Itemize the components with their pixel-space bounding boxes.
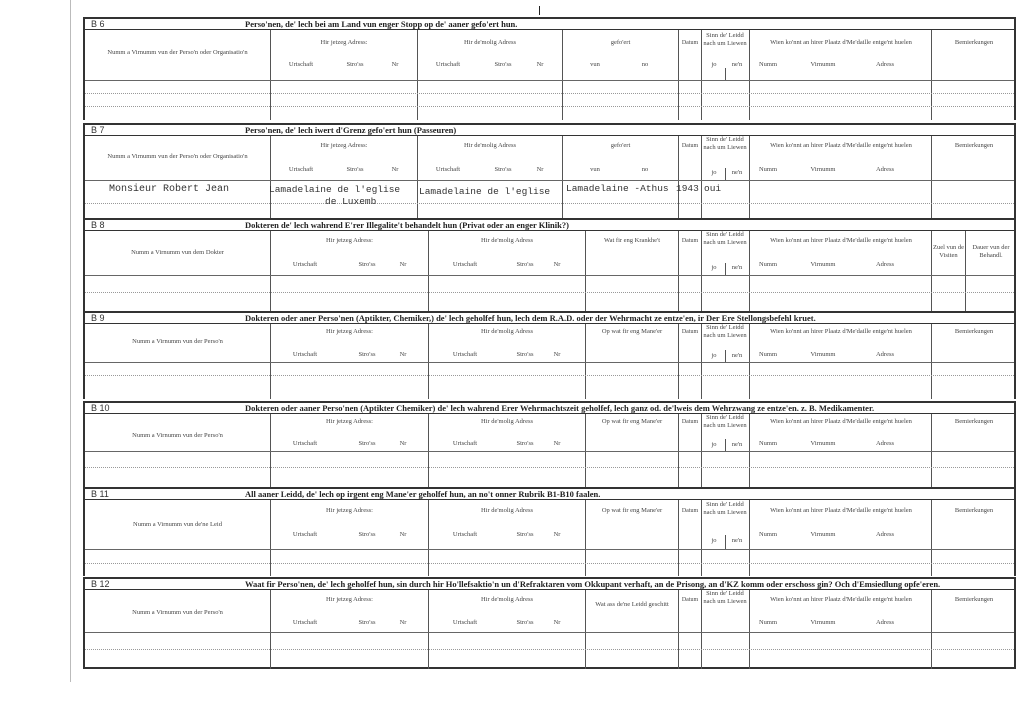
numm-label: Numm (758, 261, 778, 268)
nr-label: Nr (553, 261, 561, 268)
code-label: B 11 (91, 489, 109, 499)
col-addr-then: Hir de'molig Adress (463, 39, 517, 46)
addr-then-label: Hir de'molig Adress (480, 418, 534, 425)
code-label: B 10 (91, 403, 110, 413)
title-label: Perso'nen, de' lech iwert d'Grenz gefo'ert hun (Passeuren) (245, 125, 457, 135)
stross-label: Stro'ss (358, 351, 376, 358)
addr-now-label: Hir jetzeg Adress: (320, 142, 368, 149)
alive-label: Sinn de' Leidd nach um Liewen (703, 590, 747, 605)
datum-label: Datum (681, 597, 699, 603)
adress-label: Adress (875, 61, 895, 68)
bemierk-label: Bemierkungen (954, 507, 994, 514)
medal-label: Wien ko'nnt an hirer Plaatz d'Me'daille entge'nt huelen (770, 142, 912, 149)
section-b6 (83, 17, 1016, 120)
col-leidd-geschitt: Wat ass de'ne Leidd geschitt (595, 601, 669, 608)
adress-label: Adress (875, 261, 895, 268)
ortschaft-label: Urtschaft (292, 351, 318, 358)
bemierk-label: Bemierkungen (954, 142, 994, 149)
nr-label: Nr (399, 440, 407, 447)
addr-now-label: Hir jetzeg Adress: (326, 418, 373, 425)
col-addr-now: Hir jetzeg Adress: (320, 39, 368, 46)
table-rule (965, 231, 966, 311)
stross-label: Stro'ss (516, 619, 534, 626)
stross-label: Stro'ss (494, 61, 512, 68)
stross-label: Stro'ss (494, 166, 512, 173)
nen-label: ne'n (731, 352, 743, 359)
table-rule (85, 362, 1014, 363)
addr-now-label: Hir jetzeg Adress: (326, 596, 373, 603)
medal-label: Wien ko'nnt an hirer Plaatz d'Me'daille entge'nt huelen (770, 328, 912, 335)
table-rule (725, 350, 726, 362)
addr-now-label: Hir jetzeg Adress: (326, 328, 373, 335)
stross-label: Stro'ss (358, 531, 376, 538)
nr-label: Nr (399, 261, 407, 268)
table-rule (749, 590, 750, 669)
nen-label: ne'n (731, 264, 743, 271)
jo-label: jo (711, 537, 717, 544)
gefoert-label: gefo'ert (610, 142, 631, 149)
col-bemierk: Bemierkungen (954, 39, 994, 46)
col-gefoert: gefo'ert (610, 39, 631, 46)
jo-label: jo (711, 61, 717, 68)
table-rule (701, 136, 702, 218)
nen-label: ne'n (731, 61, 743, 68)
section-b9 (83, 311, 1016, 399)
table-rule (725, 68, 726, 80)
col-name: Numm a Virnumm vun der Perso'n oder Organisatio'n (107, 49, 248, 56)
table-rule (749, 136, 750, 218)
name-person-label: Numm a Virnumm vun der Perso'n (132, 609, 223, 616)
alive-label: Sinn de' Leidd nach um Liewen (703, 324, 747, 339)
col-dauer: Dauer vun der Behandl. (972, 244, 1010, 259)
table-rule (85, 292, 1014, 294)
adress-label: Adress (875, 531, 895, 538)
table-rule (749, 231, 750, 311)
code-label: B 9 (91, 313, 105, 323)
nen-label: ne'n (731, 441, 743, 448)
ortschaft-label: Urtschaft (292, 619, 318, 626)
addr-now-label: Hir jetzeg Adress: (326, 237, 373, 244)
table-rule (85, 632, 1014, 633)
nr-label: Nr (553, 351, 561, 358)
stross-label: Stro'ss (516, 261, 534, 268)
addr-then-label: Hir de'molig Adress (480, 237, 534, 244)
table-rule (85, 401, 1014, 414)
stross-label: Stro'ss (516, 351, 534, 358)
table-rule (85, 275, 1014, 276)
alive-label: Sinn de' Leidd nach um Liewen (703, 501, 747, 516)
addr-then-label: Hir de'molig Adress (480, 328, 534, 335)
no-label: no (641, 166, 649, 173)
table-rule (85, 80, 1014, 81)
virnumm-label: Virnumm (810, 619, 836, 626)
nr-label: Nr (553, 619, 561, 626)
table-rule (585, 590, 586, 669)
adress-label: Adress (875, 619, 895, 626)
table-rule (85, 311, 1014, 324)
ortschaft-label: Urtschaft (435, 61, 461, 68)
ortschaft-label: Urtschaft (452, 440, 478, 447)
table-rule (85, 563, 1014, 565)
nen-label: ne'n (731, 169, 743, 176)
ortschaft-label: Urtschaft (292, 531, 318, 538)
nr-label: Nr (536, 61, 544, 68)
title-label: Dokteren oder aaner Perso'nen (Aptikter Chemiker) de' lech wahrend Erer Wehrmachtszeit geholfef, lech ganz od. de'lweis dem Wehrzwang ze entze'en. z. B. Medikamenter. (245, 403, 875, 413)
manier-label: Op wat fir eng Mane'er (601, 507, 663, 514)
alive-label: Sinn de' Leidd nach um Liewen (703, 136, 747, 151)
table-rule (701, 231, 702, 311)
virnumm-label: Virnumm (810, 531, 836, 538)
numm-label: Numm (758, 440, 778, 447)
col-datum: Datum (681, 40, 699, 46)
stross-label: Stro'ss (346, 61, 364, 68)
stross-label: Stro'ss (358, 440, 376, 447)
entry-alive: oui (704, 183, 722, 194)
table-rule (701, 590, 702, 669)
section-b8 (83, 218, 1016, 311)
datum-label: Datum (681, 419, 699, 425)
table-rule (725, 263, 726, 275)
nr-label: Nr (399, 351, 407, 358)
table-rule (85, 180, 1014, 181)
nr-label: Nr (391, 61, 399, 68)
adress-label: Adress (875, 166, 895, 173)
col-manier: Op wat fir eng Mane'er (601, 328, 663, 335)
ortschaft-label: Urtschaft (452, 351, 478, 358)
nr-label: Nr (399, 619, 407, 626)
table-rule (725, 168, 726, 180)
ortschaft-label: Urtschaft (452, 531, 478, 538)
virnumm-label: Virnumm (810, 261, 836, 268)
jo-label: jo (711, 264, 717, 271)
numm-label: Numm (758, 61, 778, 68)
bemierk-label: Bemierkungen (954, 596, 994, 603)
section-code: B 6 (91, 19, 105, 29)
jo-label: jo (711, 169, 717, 176)
virnumm-label: Virnumm (810, 166, 836, 173)
stross-label: Stro'ss (346, 166, 364, 173)
section-title: Perso'nen, de' lech bei am Land vun enger Stopp op de' aaner gefo'ert hun. (245, 19, 518, 29)
nr-label: Nr (536, 166, 544, 173)
col-medal: Wien ko'nnt an hirer Plaatz d'Me'daille entge'nt huelen (770, 39, 912, 46)
adress-label: Adress (875, 351, 895, 358)
nr-label: Nr (553, 531, 561, 538)
datum-label: Datum (681, 143, 699, 149)
col-alive: Sinn de' Leidd nach um Liewen (703, 32, 747, 47)
stross-label: Stro'ss (516, 531, 534, 538)
title-label: All aaner Leidd, de' lech op irgent eng Mane'er geholfef hun, an no't onner Rubrik B1-B10 faalen. (245, 489, 601, 499)
table-rule (85, 106, 1014, 108)
table-rule (85, 17, 1014, 30)
section-b10 (83, 401, 1016, 487)
name-people-label: Numm a Virnumm vun de'ne Leid (133, 521, 222, 528)
addr-then-label: Hir de'molig Adress (463, 142, 517, 149)
table-rule (85, 203, 1014, 205)
bemierk-label: Bemierkungen (954, 418, 994, 425)
name-doctor-label: Numm a Virnumm vun dem Dokter (131, 249, 224, 256)
nr-label: Nr (391, 166, 399, 173)
datum-label: Datum (681, 329, 699, 335)
ortschaft-label: Urtschaft (452, 261, 478, 268)
medal-label: Wien ko'nnt an hirer Plaatz d'Me'daille entge'nt huelen (770, 507, 912, 514)
virnumm-label: Virnumm (810, 351, 836, 358)
numm-label: Numm (758, 619, 778, 626)
alive-label: Sinn de' Leidd nach um Liewen (703, 414, 747, 429)
numm-label: Numm (758, 166, 778, 173)
numm-label: Numm (758, 531, 778, 538)
stross-label: Stro'ss (358, 261, 376, 268)
table-rule (725, 439, 726, 451)
name-person-label: Numm a Virnumm vun der Perso'n (132, 338, 223, 345)
addr-then-label: Hir de'molig Adress (480, 507, 534, 514)
ortschaft-label: Urtschaft (288, 61, 314, 68)
adress-label: Adress (875, 440, 895, 447)
top-center-tick (539, 6, 540, 15)
stross-label: Stro'ss (516, 440, 534, 447)
title-label: Dokteren de' lech wahrend E'rer Illegalite't behandelt hun (Privat oder an enger Klinik?) (245, 220, 569, 230)
nr-label: Nr (399, 531, 407, 538)
table-rule (725, 535, 726, 549)
numm-label: Numm (758, 351, 778, 358)
vun-label: vun (590, 61, 600, 68)
table-rule (85, 487, 1014, 500)
table-rule (85, 218, 1014, 231)
col-krankhet: Wat fir eng Krankhe't (603, 237, 661, 244)
ortschaft-label: Urtschaft (452, 619, 478, 626)
bemierk-label: Bemierkungen (954, 328, 994, 335)
title-label: Dokteren oder aner Perso'nen (Aptikter, Chemiker,) de' lech geholfef hun, lech dem R.A.D. oder der Wehrmacht ze entze'en, ir Der Ere Stellongsbefehl kruet. (245, 313, 816, 323)
no-label: no (641, 61, 649, 68)
code-label: B 7 (91, 125, 105, 135)
vun-label: vun (590, 166, 600, 173)
ortschaft-label: Urtschaft (292, 440, 318, 447)
section-b11 (83, 487, 1016, 576)
col-visiten: Zuel vun de Visiten (932, 244, 965, 259)
medal-label: Wien ko'nnt an hirer Plaatz d'Me'daille entge'nt huelen (770, 237, 912, 244)
table-rule (85, 375, 1014, 377)
entry-addr-now: Lamadelaine de l'eglise (269, 184, 401, 195)
section-b12 (83, 577, 1016, 669)
entry-name: Monsieur Robert Jean (109, 184, 230, 195)
nen-label: ne'n (731, 537, 743, 544)
entry-route: Lamadelaine -Athus (566, 183, 669, 194)
table-rule (85, 577, 1014, 590)
section-b7 (83, 123, 1016, 218)
virnumm-label: Virnumm (810, 440, 836, 447)
datum-label: Datum (681, 238, 699, 244)
datum-label: Datum (681, 508, 699, 514)
entry-date: 1943 (676, 183, 699, 194)
entry-addr-now-2: de Luxemb (325, 196, 377, 207)
manier-label: Op wat fir eng Mane'er (601, 418, 663, 425)
table-rule (931, 231, 932, 311)
medal-label: Wien ko'nnt an hirer Plaatz d'Me'daille entge'nt huelen (770, 418, 912, 425)
addr-now-label: Hir jetzeg Adress: (326, 507, 373, 514)
table-rule (85, 451, 1014, 452)
code-label: B 8 (91, 220, 105, 230)
stross-label: Stro'ss (358, 619, 376, 626)
code-label: B 12 (91, 579, 110, 589)
jo-label: jo (711, 441, 717, 448)
virnumm-label: Virnumm (810, 61, 836, 68)
jo-label: jo (711, 352, 717, 359)
name-org-label: Numm a Virnumm vun der Perso'n oder Organisatio'n (107, 153, 248, 160)
left-margin-line (70, 0, 71, 682)
table-rule (85, 123, 1014, 136)
nr-label: Nr (553, 440, 561, 447)
title-label: Waat fir Perso'nen, de' lech geholfef hun, sin durch hir Ho'llefsaktio'n un d'Refraktaren vom Okkupant verhaft, an de Prisong, an d'KZ komm oder erschoss gin? Och d'Emsiedlung opfe'eren. (245, 579, 941, 589)
alive-label: Sinn de' Leidd nach um Liewen (703, 231, 747, 246)
ortschaft-label: Urtschaft (292, 261, 318, 268)
medal-label: Wien ko'nnt an hirer Plaatz d'Me'daille entge'nt huelen (770, 596, 912, 603)
entry-addr-then: Lamadelaine de l'eglise (419, 186, 551, 197)
table-rule (85, 549, 1014, 550)
ortschaft-label: Urtschaft (288, 166, 314, 173)
table-rule (85, 467, 1014, 469)
name-person-label: Numm a Virnumm vun der Perso'n (132, 432, 223, 439)
ortschaft-label: Urtschaft (435, 166, 461, 173)
addr-then-label: Hir de'molig Adress (480, 596, 534, 603)
table-rule (85, 649, 1014, 651)
table-rule (85, 93, 1014, 95)
